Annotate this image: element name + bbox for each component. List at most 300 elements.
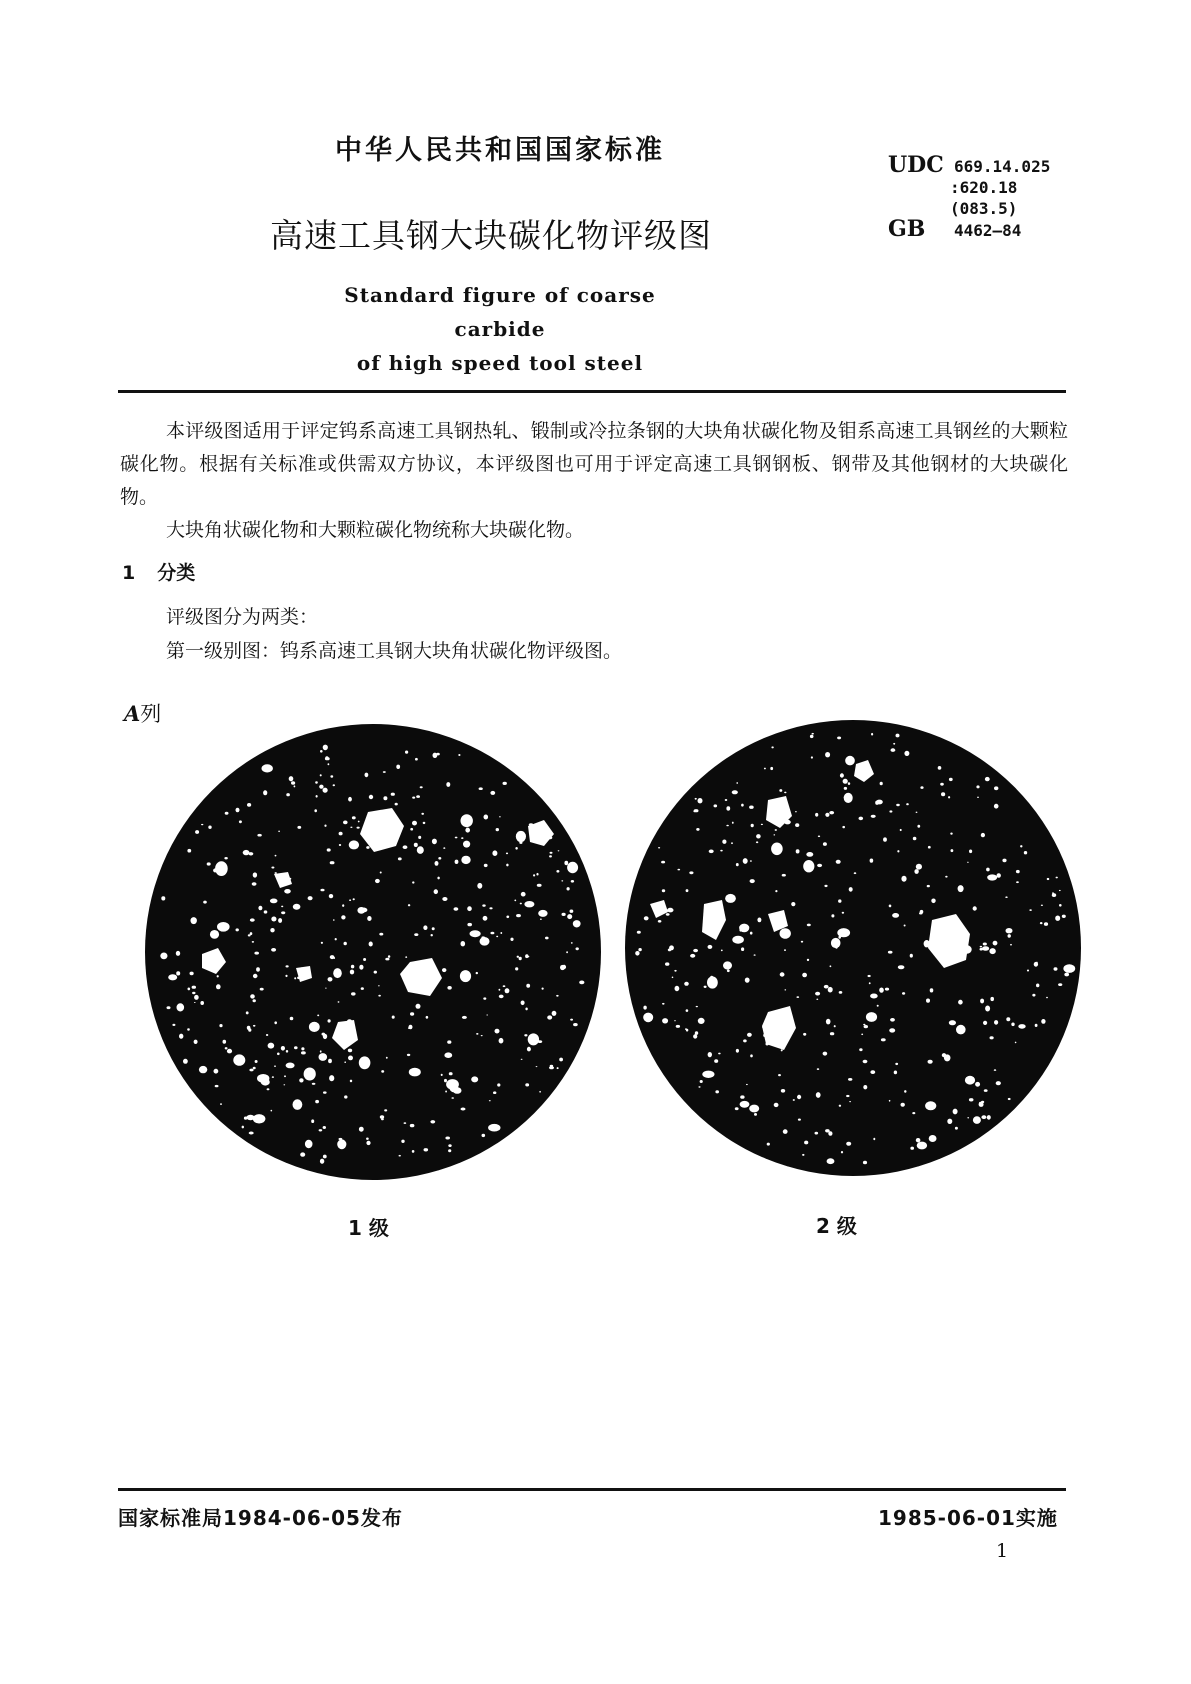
carbide-speck [223,1040,227,1044]
carbide-speck [481,1035,483,1036]
carbide-speck [836,860,841,864]
carbide-speck [1064,973,1069,977]
carbide-speck [320,1050,322,1052]
carbide-speck [490,791,495,795]
carbide-speck [818,836,820,838]
carbide-speck [325,756,328,760]
carbide-speck [916,1138,921,1142]
carbide-speck [802,1154,804,1156]
carbide-speck [351,992,356,995]
carbide-speck [424,1148,429,1151]
carbide-speck [445,1137,450,1140]
carbide-speck [476,972,478,974]
carbide-speck [210,930,219,939]
carbide-speck [496,828,499,831]
carbide-speck [320,750,323,753]
carbide-speck [526,984,530,988]
carbide-speck [869,982,871,984]
carbide-speck [1006,928,1013,933]
carbide-speck [945,876,947,878]
carbide-speck [225,1047,228,1049]
carbide-speck [451,1097,454,1099]
carbide-speck [1024,851,1027,854]
carbide-speck [975,1082,980,1087]
carbide-speck [348,1056,353,1061]
carbide-speck [194,1040,198,1044]
title-en-line1: Standard figure of coarse carbide [344,283,656,341]
carbide-speck [762,1026,765,1029]
carbide-speck [859,1048,862,1051]
carbide-speck [690,954,695,958]
carbide-speck [677,869,680,871]
carbide-speck [888,951,893,954]
carbide-speck [453,1087,462,1094]
carbide-speck [359,1127,364,1132]
carbide-speck [570,1019,573,1021]
carbide-speck [455,860,459,864]
carbide-speck [810,735,814,738]
carbide-speck [176,951,180,956]
carbide-speck [564,861,568,865]
carbide-speck [271,1110,273,1112]
carbide-speck [859,817,864,821]
carbide-speck [301,1051,306,1054]
carbide-speck [203,901,207,904]
carbide-speck [323,1126,326,1129]
carbide-speck [980,948,983,951]
carbide-speck [329,894,333,898]
carbide-speck [338,1001,340,1002]
carbide-speck [895,1063,898,1065]
carbide-speck [315,781,318,783]
carbide-speck [167,1006,171,1009]
carbide-speck [749,1105,759,1113]
carbide-speck [389,827,392,830]
carbide-speck [880,782,883,786]
carbide-speck [225,812,229,815]
carbide-speck [430,1120,435,1123]
carbide-speck [350,1080,352,1083]
carbide-speck [264,910,268,913]
carbide-speck [330,775,333,777]
carbide-speck [567,914,572,919]
carbide-speck [725,799,728,801]
carbide-speck [1010,944,1012,946]
carbide-speck [426,1016,429,1019]
carbide-speck [780,972,785,976]
carbide-speck [727,970,730,973]
carbide-speck [432,839,437,845]
carbide-speck [846,1095,849,1097]
carbide-speck [795,823,799,827]
carbide-speck [250,918,255,921]
carbide-speck [977,797,979,798]
carbide-speck [415,758,418,761]
carbide-speck [329,1075,334,1081]
carbide-speck [416,795,420,798]
carbide-speck [460,970,471,982]
carbide-speck [233,1054,245,1065]
section-heading [122,558,195,585]
carbide-speck [499,995,504,999]
carbide-speck [689,871,693,874]
carbide-speck [341,915,345,919]
carbide-speck [894,1071,897,1075]
carbide-speck [826,1019,831,1025]
carbide-speck [714,1059,718,1063]
carbide-speck [667,908,673,913]
carbide-speck [723,961,732,969]
carbide-speck [782,919,784,921]
carbide-speck [914,869,918,874]
carbide-speck [550,1065,553,1067]
carbide-speck [967,862,969,863]
carbide-speck [925,1101,936,1110]
carbide-speck [798,1119,801,1121]
carbide-speck [363,958,366,961]
carbide-speck [312,1083,316,1085]
carbide-speck [955,924,959,928]
carbide-speck [567,887,570,890]
carbide-speck [380,1115,384,1119]
carbide-speck [489,907,492,909]
carbide-speck [391,793,395,796]
carbide-speck [216,984,221,989]
carbide-speck [573,920,581,927]
carbide-speck [500,932,502,934]
carbide-speck [1016,870,1020,873]
carbide-speck [404,1122,407,1124]
carbide-speck [829,811,834,814]
carbide-speck [483,916,488,921]
carbide-speck [461,1108,466,1111]
carbide-speck [889,1028,895,1032]
carbide-speck [663,1019,667,1022]
carbide-speck [327,848,331,851]
carbide-speck [520,903,522,905]
carbide-speck [781,1049,783,1051]
carbide-speck [188,988,191,991]
carbide-speck [741,804,744,807]
carbide-speck [448,1144,451,1147]
carbide-speck [323,788,328,793]
carbide-speck [757,918,761,923]
carbide-speck [901,876,906,882]
carbide-speck [516,914,521,917]
carbide-speck [987,1115,991,1120]
carbide-speck [297,977,300,980]
carbide-speck [527,1047,531,1052]
carbide-speck [254,952,259,955]
carbide-speck [807,924,811,927]
carbide-speck [722,840,726,844]
carbide-speck [443,847,445,849]
carbide-speck [700,1080,703,1083]
carbide-speck [842,912,844,914]
carbide-speck [771,843,783,856]
carbide-speck [545,829,547,831]
carbide-speck [359,1056,371,1069]
carbide-speck [635,951,639,956]
carbide-speck [289,776,294,781]
carbide-speck [910,1147,914,1150]
carbide-speck [863,1085,867,1089]
carbide-speck [467,923,472,926]
carbide-speck [910,954,913,958]
carbide-speck [538,910,547,917]
carbide-speck [775,829,777,831]
carbide-speck [176,971,180,975]
carbide-speck [389,841,392,843]
carbide-speck [661,861,665,864]
carbide-speck [260,988,264,991]
carbide-speck [281,1046,285,1051]
carbide-speck [215,1085,219,1087]
carbide-speck [973,1116,981,1124]
carbide-speck [461,856,470,864]
carbide-speck [516,831,526,842]
carbide-speck [521,1001,525,1006]
carbide-speck [973,906,977,910]
carbide-speck [566,951,568,953]
carbide-speck [538,824,543,828]
carbide-speck [958,885,964,892]
carbide-speck [359,908,367,913]
carbide-speck [199,1066,207,1073]
carbide-speck [940,783,944,786]
carbide-speck [871,815,876,818]
carbide-speck [290,1017,294,1021]
carbide-speck [676,1025,680,1028]
carbide-speck [348,797,352,802]
carbide-speck [256,967,260,971]
carbide-speck [444,1052,452,1058]
carbide-speck [403,845,408,849]
carbide-speck [782,874,786,877]
carbide-speck [441,1074,443,1076]
carbide-speck [662,1003,665,1005]
carbide-speck [708,1052,712,1057]
carbide-speck [284,1084,286,1085]
carbide-speck [662,889,665,892]
carbide-speck [274,1021,277,1024]
carbide-speck [191,917,197,924]
series-letter: A [124,701,141,726]
carbide-speck [454,907,459,911]
carbide-speck [1063,964,1075,973]
carbide-speck [980,946,982,948]
carbide-speck [913,837,917,841]
carbide-speck [990,1036,994,1039]
carbide-speck [374,971,377,974]
carbide-speck [702,1071,714,1078]
carbide-speck [561,880,563,881]
carbide-speck [499,989,501,991]
carbide-speck [743,1039,747,1042]
carbide-speck [756,834,761,838]
carbide-speck [253,1114,266,1123]
carbide-speck [785,989,787,990]
carbide-speck [870,994,878,999]
carbide-speck [949,1020,956,1025]
carbide-speck [550,852,553,854]
carbide-speck [247,803,251,807]
carbide-speck [545,937,549,940]
carbide-speck [556,995,559,997]
carbide-speck [458,754,460,756]
carbide-speck [893,743,895,745]
carbide-speck [344,1095,347,1098]
carbide-speck [304,1068,316,1081]
carbide-speck [208,826,211,829]
carbide-speck [311,1119,314,1123]
carbide-speck [774,1103,779,1107]
carbide-speck [902,992,905,995]
carbide-speck [484,815,489,820]
carbide-speck [359,965,363,970]
carbide-speck [669,945,674,950]
carbide-speck [261,1078,270,1085]
micrograph-grade-1 [142,722,604,1182]
carbide-speck [308,896,313,900]
carbide-speck [996,1081,1001,1085]
carbide-speck [695,798,697,800]
carbide-speck [1044,922,1048,926]
carbide-speck [797,1095,801,1099]
section-title: 分类 [157,562,196,584]
carbide-speck [839,991,843,994]
carbide-speck [989,948,995,954]
carbide-speck [418,836,421,839]
carbide-speck [875,801,879,805]
carbide-speck [870,1070,875,1074]
carbide-speck [750,879,755,883]
carbide-speck [514,900,516,902]
carbide-speck [665,962,669,965]
carbide-speck [539,1091,541,1093]
carbide-speck [328,763,330,765]
carbide-speck [926,999,930,1003]
carbide-speck [252,941,254,943]
carbide-speck [525,1008,527,1011]
carbide-speck [433,753,438,758]
carbide-speck [1008,934,1011,938]
carbide-speck [1036,962,1038,963]
carbide-speck [461,941,466,946]
carbide-speck [194,995,199,1000]
carbide-speck [268,1043,275,1049]
carbide-speck [384,1109,387,1111]
carbide-speck [486,1015,488,1016]
carbide-speck [849,1101,851,1102]
carbide-speck [217,963,222,967]
carbide-speck [344,942,347,946]
carbide-speck [815,992,820,996]
carbide-speck [271,867,274,869]
carbide-speck [955,1127,958,1130]
carbide-speck [890,1018,895,1022]
carbide-speck [900,829,902,831]
carbide-speck [693,1034,697,1038]
carbide-speck [319,1129,323,1131]
carbide-speck [983,1021,987,1025]
carbide-speck [408,1027,411,1029]
carbide-speck [533,874,535,876]
carbide-speck [950,833,952,835]
carbide-speck [767,1143,770,1146]
carbide-speck [552,1011,557,1016]
carbide-speck [981,1115,986,1119]
carbide-speck [392,1016,395,1019]
carbide-speck [323,1155,327,1159]
carbide-speck [536,1066,538,1067]
document-title-en [310,278,690,380]
carbide-speck [1029,909,1032,911]
carbide-speck [320,774,322,776]
carbide-speck [505,988,510,993]
carbide-speck [889,1100,891,1102]
carbide-speck [889,810,892,812]
carbide-speck [938,766,942,770]
carbide-speck [796,996,799,998]
carbide-speck [831,914,834,917]
carbide-speck [951,849,954,852]
carbide-speck [796,849,800,853]
carbide-speck [732,790,738,794]
carbide-speck [339,832,343,836]
carbide-speck [527,956,529,958]
carbide-speck [337,1139,346,1149]
carbide-speck [286,793,290,796]
grade-1-caption: 1 级 [348,1216,389,1240]
carbide-speck [924,940,930,947]
carbide-speck [842,826,845,828]
issue-date: 国家标准局1984-06-05发布 [118,1506,403,1530]
carbide-speck [344,1061,346,1063]
carbide-speck [714,804,718,807]
carbide-speck [831,938,841,948]
carbide-speck [192,986,196,989]
carbide-speck [949,778,953,781]
carbide-speck [382,842,385,844]
carbide-speck [423,925,427,930]
carbide-speck [576,947,579,950]
carbide-speck [816,999,818,1000]
carbide-speck [358,821,360,823]
carbide-speck [161,896,165,900]
carbide-speck [904,1090,906,1093]
carbide-speck [916,864,922,870]
carbide-speck [236,808,240,813]
carbide-speck [395,803,398,806]
carbide-speck [985,777,990,781]
carbide-speck [482,1134,486,1137]
carbide-speck [246,1115,254,1120]
carbide-speck [320,889,324,892]
carbide-speck [490,932,494,935]
carbide-speck [442,897,447,901]
carbide-speck [381,1070,384,1073]
carbide-speck [375,879,380,883]
carbide-speck [262,764,273,772]
carbide-speck [927,885,930,887]
document-title-cn: 高速工具钢大块碳化物评级图 [270,216,712,255]
carbide-speck [200,1001,204,1005]
carbide-speck [736,1049,739,1053]
carbide-speck [804,1141,808,1145]
carbide-speck [281,911,285,914]
carbide-speck [286,1050,288,1053]
